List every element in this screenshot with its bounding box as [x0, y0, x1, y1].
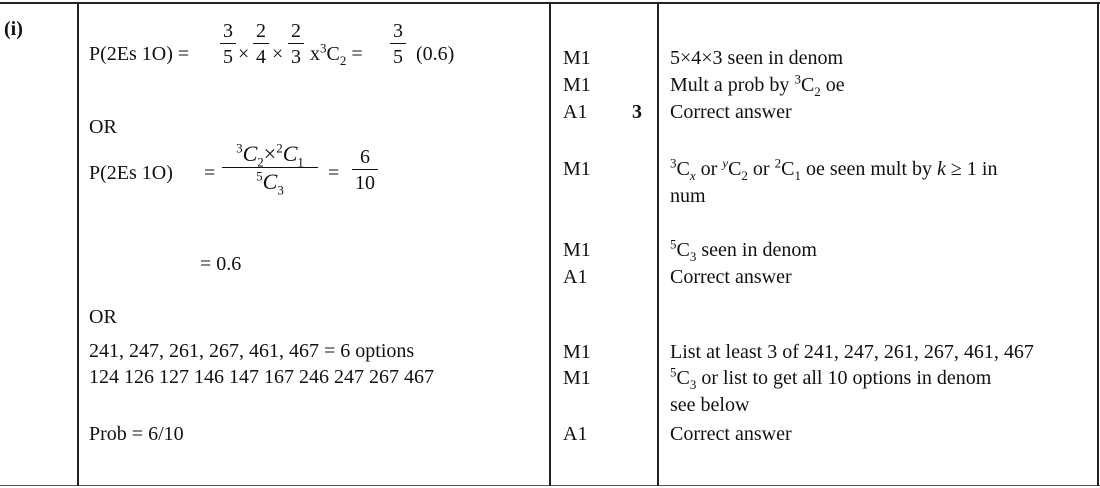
guidance-text: List at least 3 of 241, 247, 261, 267, 461, 467	[670, 341, 1034, 363]
fraction-3-5: 3 5	[220, 20, 236, 68]
combination-fraction	[222, 140, 318, 198]
guidance-text: Correct answer	[670, 101, 792, 123]
times-sign: ×	[272, 43, 284, 65]
guidance-text: $^5C_3$ seen in denom	[670, 236, 817, 264]
mark: M1	[563, 239, 591, 261]
column-divider-4	[1097, 2, 1099, 486]
guidance-text: num	[670, 185, 706, 207]
fraction-6-10: 6 10	[352, 146, 378, 194]
guidance-text: see below	[670, 394, 750, 416]
or-label-2: OR	[89, 306, 117, 328]
guidance-text: 5×4×3 seen in denom	[670, 47, 844, 69]
guidance-text: $^5C_3$ or list to get all 10 options in denom	[670, 364, 992, 392]
total-marks: 3	[632, 101, 642, 123]
combination-3C2: $x^3C_2$ =	[310, 40, 363, 68]
mark: M1	[563, 158, 591, 180]
method2-value: = 0.6	[200, 253, 242, 275]
guidance-text: Correct answer	[670, 266, 792, 288]
mark: A1	[563, 266, 588, 288]
guidance-text: Correct answer	[670, 423, 792, 445]
mark: M1	[563, 74, 591, 96]
guidance-text: Mult a prob by $^3C_2$ oe	[670, 71, 845, 99]
probability-result: Prob = 6/10	[89, 423, 184, 445]
method2-equals: =	[204, 162, 216, 184]
column-divider-3	[657, 2, 659, 486]
decimal-value: (0.6)	[416, 43, 455, 65]
mark: M1	[563, 341, 591, 363]
column-divider-2	[549, 2, 551, 486]
part-label: (i)	[4, 18, 23, 40]
times-sign: ×	[238, 43, 250, 65]
fraction-2-3: 2 3	[288, 20, 304, 68]
options-list-1: 241, 247, 261, 267, 461, 467 = 6 options	[89, 340, 415, 362]
mark: A1	[563, 101, 588, 123]
mark: A1	[563, 423, 588, 445]
method1-lhs: P(2Es 1O) =	[89, 43, 190, 65]
method2-lhs: P(2Es 1O)	[89, 162, 173, 184]
mark: M1	[563, 367, 591, 389]
fraction-result: 3 5	[390, 20, 406, 68]
or-label-1: OR	[89, 116, 117, 138]
column-divider-1	[77, 2, 79, 486]
options-list-2: 124 126 127 146 147 167 246 247 267 467	[89, 366, 434, 388]
combination-numerator: $^3C_2\times^2C_1$	[236, 140, 304, 170]
method2-equals-2: =	[328, 162, 340, 184]
combination-denominator: $^5C_3$	[256, 168, 284, 198]
fraction-2-4: 2 4	[253, 20, 269, 68]
guidance-text: $^3C_x$ or $^yC_2$ or $^2C_1$ oe seen mult by k ≥ 1 in	[670, 155, 998, 183]
mark: M1	[563, 47, 591, 69]
